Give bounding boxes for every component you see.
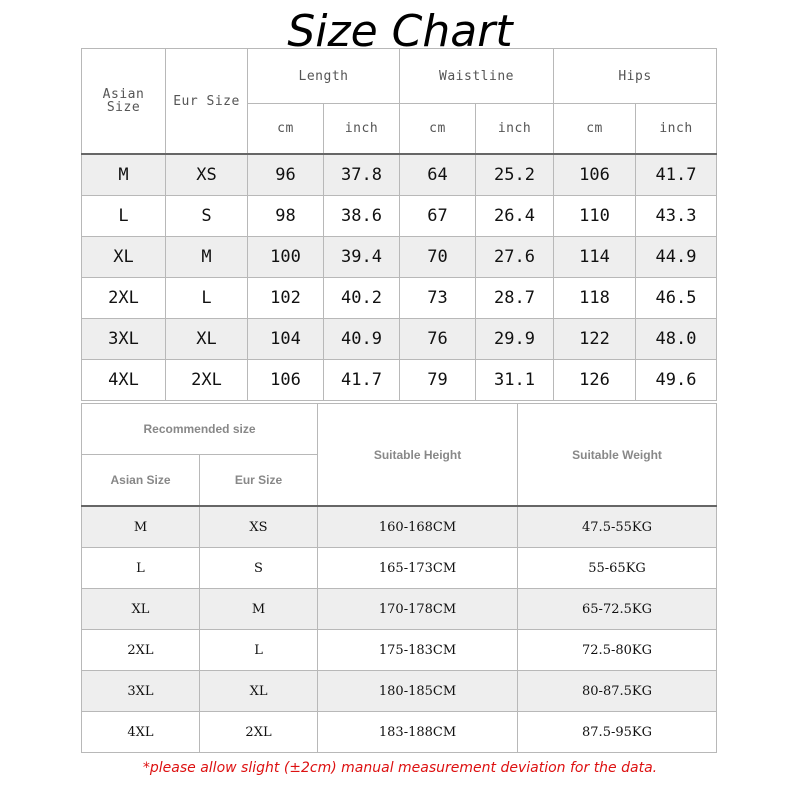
- table-row: [82, 154, 717, 196]
- cell-eur-size: M: [200, 589, 318, 630]
- cell-length-inch: 39.4: [324, 237, 400, 278]
- page-title: Size Chart: [287, 6, 513, 57]
- cell-length-cm: 106: [248, 360, 324, 401]
- cell-weight: 87.5-95KG: [518, 712, 717, 753]
- cell-weight: 55-65KG: [518, 548, 717, 589]
- cell-hips-inch: 49.6: [636, 360, 717, 401]
- header-suitable-height: Suitable Height: [318, 404, 518, 507]
- header-length: Length: [248, 49, 400, 104]
- header-waistline: Waistline: [400, 49, 554, 104]
- cell-length-cm: 104: [248, 319, 324, 360]
- unit-cm: cm: [400, 104, 476, 155]
- cell-length-inch: 37.8: [324, 154, 400, 196]
- cell-hips-inch: 43.3: [636, 196, 717, 237]
- cell-hips-inch: 46.5: [636, 278, 717, 319]
- cell-eur-size: 2XL: [200, 712, 318, 753]
- cell-asian-size: 4XL: [82, 360, 166, 401]
- cell-height: 175-183CM: [318, 630, 518, 671]
- cell-length-inch: 41.7: [324, 360, 400, 401]
- cell-waist-cm: 70: [400, 237, 476, 278]
- table-row: [82, 630, 717, 671]
- unit-cm: cm: [248, 104, 324, 155]
- cell-hips-cm: 106: [554, 154, 636, 196]
- cell-asian-size: M: [82, 154, 166, 196]
- cell-length-cm: 98: [248, 196, 324, 237]
- cell-waist-cm: 64: [400, 154, 476, 196]
- cell-hips-cm: 110: [554, 196, 636, 237]
- size-chart-table: [81, 48, 717, 401]
- table-row: [82, 589, 717, 630]
- cell-waist-cm: 73: [400, 278, 476, 319]
- cell-waist-inch: 31.1: [476, 360, 554, 401]
- cell-hips-cm: 114: [554, 237, 636, 278]
- cell-waist-cm: 67: [400, 196, 476, 237]
- cell-asian-size: 3XL: [82, 671, 200, 712]
- cell-height: 170-178CM: [318, 589, 518, 630]
- measurement-deviation-note: *please allow slight (±2cm) manual measurement deviation for the data.: [142, 760, 658, 776]
- cell-length-cm: 100: [248, 237, 324, 278]
- cell-height: 183-188CM: [318, 712, 518, 753]
- cell-height: 180-185CM: [318, 671, 518, 712]
- unit-inch: inch: [476, 104, 554, 155]
- cell-asian-size: 2XL: [82, 278, 166, 319]
- table-row: [82, 506, 717, 548]
- cell-asian-size: XL: [82, 589, 200, 630]
- recommended-size-table: [81, 403, 717, 753]
- cell-eur-size: XL: [166, 319, 248, 360]
- table-row: [82, 548, 717, 589]
- cell-asian-size: L: [82, 548, 200, 589]
- cell-waist-inch: 27.6: [476, 237, 554, 278]
- cell-eur-size: L: [200, 630, 318, 671]
- cell-hips-inch: 48.0: [636, 319, 717, 360]
- table-row: [82, 671, 717, 712]
- cell-waist-cm: 79: [400, 360, 476, 401]
- header-eur-size: Eur Size: [166, 49, 248, 155]
- cell-length-inch: 40.9: [324, 319, 400, 360]
- table-row: [82, 237, 717, 278]
- cell-length-inch: 38.6: [324, 196, 400, 237]
- header-asian-size: Asian Size: [82, 49, 166, 155]
- cell-height: 165-173CM: [318, 548, 518, 589]
- cell-weight: 65-72.5KG: [518, 589, 717, 630]
- unit-inch: inch: [636, 104, 717, 155]
- cell-waist-inch: 26.4: [476, 196, 554, 237]
- cell-eur-size: 2XL: [166, 360, 248, 401]
- header-asian-size: Asian Size: [82, 455, 200, 507]
- cell-length-cm: 96: [248, 154, 324, 196]
- cell-hips-cm: 126: [554, 360, 636, 401]
- unit-inch: inch: [324, 104, 400, 155]
- size-table-header-row: [82, 49, 717, 104]
- cell-eur-size: S: [200, 548, 318, 589]
- cell-eur-size: XL: [200, 671, 318, 712]
- cell-hips-cm: 122: [554, 319, 636, 360]
- header-hips: Hips: [554, 49, 717, 104]
- cell-waist-inch: 29.9: [476, 319, 554, 360]
- cell-weight: 72.5-80KG: [518, 630, 717, 671]
- cell-asian-size: 3XL: [82, 319, 166, 360]
- cell-hips-inch: 41.7: [636, 154, 717, 196]
- header-suitable-weight: Suitable Weight: [518, 404, 717, 507]
- cell-asian-size: XL: [82, 237, 166, 278]
- recommend-header-row: [82, 404, 717, 455]
- header-recommended-size: Recommended size: [82, 404, 318, 455]
- cell-length-cm: 102: [248, 278, 324, 319]
- table-row: [82, 196, 717, 237]
- cell-waist-inch: 25.2: [476, 154, 554, 196]
- cell-eur-size: XS: [200, 506, 318, 548]
- cell-weight: 47.5-55KG: [518, 506, 717, 548]
- cell-waist-inch: 28.7: [476, 278, 554, 319]
- cell-asian-size: 2XL: [82, 630, 200, 671]
- cell-asian-size: M: [82, 506, 200, 548]
- cell-hips-cm: 118: [554, 278, 636, 319]
- unit-cm: cm: [554, 104, 636, 155]
- cell-weight: 80-87.5KG: [518, 671, 717, 712]
- cell-eur-size: XS: [166, 154, 248, 196]
- cell-asian-size: 4XL: [82, 712, 200, 753]
- table-row: [82, 278, 717, 319]
- cell-eur-size: L: [166, 278, 248, 319]
- cell-height: 160-168CM: [318, 506, 518, 548]
- cell-hips-inch: 44.9: [636, 237, 717, 278]
- cell-asian-size: L: [82, 196, 166, 237]
- cell-length-inch: 40.2: [324, 278, 400, 319]
- table-row: [82, 712, 717, 753]
- cell-eur-size: M: [166, 237, 248, 278]
- header-eur-size: Eur Size: [200, 455, 318, 507]
- table-row: [82, 319, 717, 360]
- cell-waist-cm: 76: [400, 319, 476, 360]
- table-row: [82, 360, 717, 401]
- cell-eur-size: S: [166, 196, 248, 237]
